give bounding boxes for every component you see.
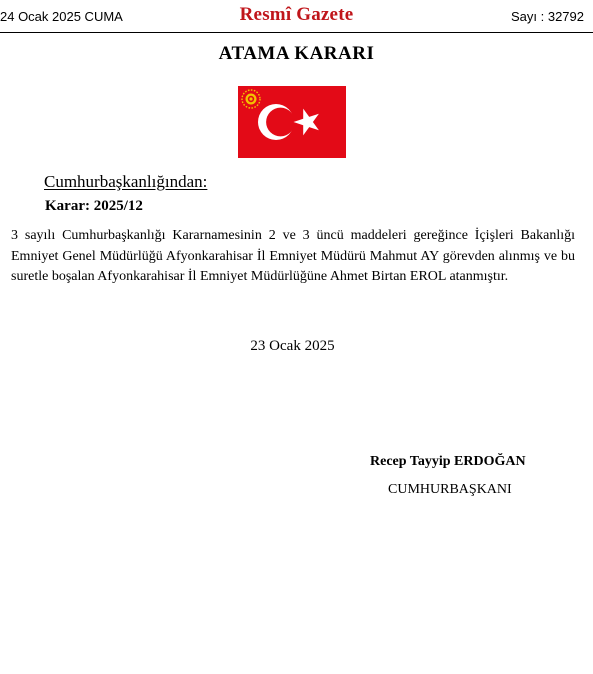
decision-date: 23 Ocak 2025 [250, 338, 335, 354]
issuing-authority: Cumhurbaşkanlığından: [44, 172, 208, 191]
issue-number: Sayı : 32792 [511, 9, 584, 24]
turkish-flag-icon [238, 86, 346, 158]
signer-title: CUMHURBAŞKANI [388, 482, 512, 497]
gazette-title: Resmî Gazete [239, 4, 354, 25]
gazette-header [0, 0, 593, 33]
header-date: 24 Ocak 2025 CUMA [0, 9, 123, 24]
decision-body: 3 sayılı Cumhurbaşkanlığı Kararnamesinin 2 ve 3 üncü maddeleri gereğince İçişleri Bakanlığı Emniyet Genel Müdürlüğü Afyonkarahisar İl Emniyet Müdürü Mahmut AY görevden alınmış ve bu suretle boşalan Afyonkarahisar İl Emniyet Müdürlüğüne Ahmet Birtan EROL atanmıştır. [11, 228, 575, 284]
signer-name: Recep Tayyip ERDOĞAN [370, 454, 526, 469]
header-divider [0, 32, 593, 33]
document-title: ATAMA KARARI [218, 43, 375, 64]
decision-number: Karar: 2025/12 [45, 198, 143, 214]
